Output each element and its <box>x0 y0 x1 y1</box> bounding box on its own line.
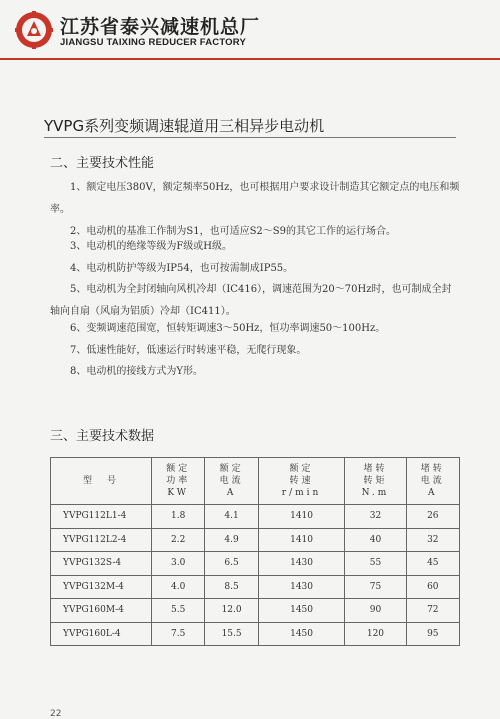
cell-speed: 1410 <box>258 505 345 529</box>
table-row <box>51 575 460 599</box>
cell-speed: 1430 <box>258 552 345 576</box>
cell-current: 4.1 <box>205 505 258 529</box>
table-row <box>51 599 460 623</box>
cell-power: 7.5 <box>152 622 205 646</box>
cell-locked-current: 32 <box>406 528 459 552</box>
cell-torque: 32 <box>345 505 406 529</box>
performance-item: 6、变频调速范围宽，恒转矩调速3～50Hz，恒功率调速50～100Hz。 <box>70 323 386 334</box>
cell-power: 5.5 <box>152 599 205 623</box>
cell-model: YVPG132M-4 <box>51 575 152 599</box>
cell-speed: 1430 <box>258 575 345 599</box>
header-model: 型 号 <box>51 458 152 505</box>
header-rated-speed: 额定 转速 r/min <box>258 458 345 505</box>
section-heading-data: 三、主要技术数据 <box>50 429 155 444</box>
cell-current: 6.5 <box>205 552 258 576</box>
header-locked-current: 堵转 电流 A <box>406 458 459 505</box>
cell-model: YVPG112L1-4 <box>51 505 152 529</box>
performance-item: 7、低速性能好，低速运行时转速平稳，无爬行现象。 <box>70 345 307 356</box>
cell-current: 15.5 <box>205 622 258 646</box>
company-name-cn: 江苏省泰兴减速机总厂 <box>60 16 261 38</box>
company-logo-icon <box>14 10 54 50</box>
cell-torque: 90 <box>345 599 406 623</box>
cell-power: 1.8 <box>152 505 205 529</box>
header-rated-power: 额定 功率 KW <box>152 458 205 505</box>
cell-model: YVPG160M-4 <box>51 599 152 623</box>
section-heading-performance: 二、主要技术性能 <box>50 156 155 171</box>
page-header <box>0 0 500 60</box>
cell-torque: 40 <box>345 528 406 552</box>
table-row <box>51 552 460 576</box>
cell-speed: 1450 <box>258 599 345 623</box>
performance-item: 3、电动机的绝缘等级为F级或H级。 <box>70 241 233 252</box>
performance-item: 5、电动机为全封闭轴向风机冷却（IC416），调速范围为20～70Hz时，也可制成全封轴向自扇（风扇为铝质）冷却（IC411）。 <box>50 284 452 317</box>
table-header-row <box>51 458 460 505</box>
header-locked-torque: 堵转 转矩 N.m <box>345 458 406 505</box>
cell-power: 2.2 <box>152 528 205 552</box>
cell-torque: 75 <box>345 575 406 599</box>
cell-power: 3.0 <box>152 552 205 576</box>
table-row <box>51 622 460 646</box>
cell-current: 4.9 <box>205 528 258 552</box>
cell-locked-current: 26 <box>406 505 459 529</box>
title-divider <box>44 137 456 138</box>
header-divider <box>0 58 500 60</box>
cell-locked-current: 60 <box>406 575 459 599</box>
table-row <box>51 505 460 529</box>
document-title: YVPG系列变频调速辊道用三相异步电动机 <box>44 117 325 135</box>
table-row <box>51 528 460 552</box>
cell-current: 12.0 <box>205 599 258 623</box>
cell-speed: 1450 <box>258 622 345 646</box>
performance-item: 2、电动机的基准工作制为S1，也可适应S2～S9的其它工作的运行场合。 <box>70 226 397 237</box>
cell-locked-current: 45 <box>406 552 459 576</box>
cell-power: 4.0 <box>152 575 205 599</box>
technical-data-table <box>50 457 460 646</box>
header-rated-current: 额定 电流 A <box>205 458 258 505</box>
performance-item: 8、电动机的接线方式为Y形。 <box>70 366 203 377</box>
company-name-en: JIANGSU TAIXING REDUCER FACTORY <box>60 37 247 48</box>
page-number: 22 <box>50 709 62 719</box>
cell-locked-current: 72 <box>406 599 459 623</box>
performance-item: 4、电动机防护等级为IP54，也可按需制成IP55。 <box>70 263 294 274</box>
cell-current: 8.5 <box>205 575 258 599</box>
cell-model: YVPG112L2-4 <box>51 528 152 552</box>
cell-torque: 55 <box>345 552 406 576</box>
cell-speed: 1410 <box>258 528 345 552</box>
performance-item: 1、额定电压380V，额定频率50Hz，也可根据用户要求设计制造其它额定点的电压和频率。 <box>50 182 460 215</box>
cell-model: YVPG160L-4 <box>51 622 152 646</box>
cell-locked-current: 95 <box>406 622 459 646</box>
cell-torque: 120 <box>345 622 406 646</box>
cell-model: YVPG132S-4 <box>51 552 152 576</box>
